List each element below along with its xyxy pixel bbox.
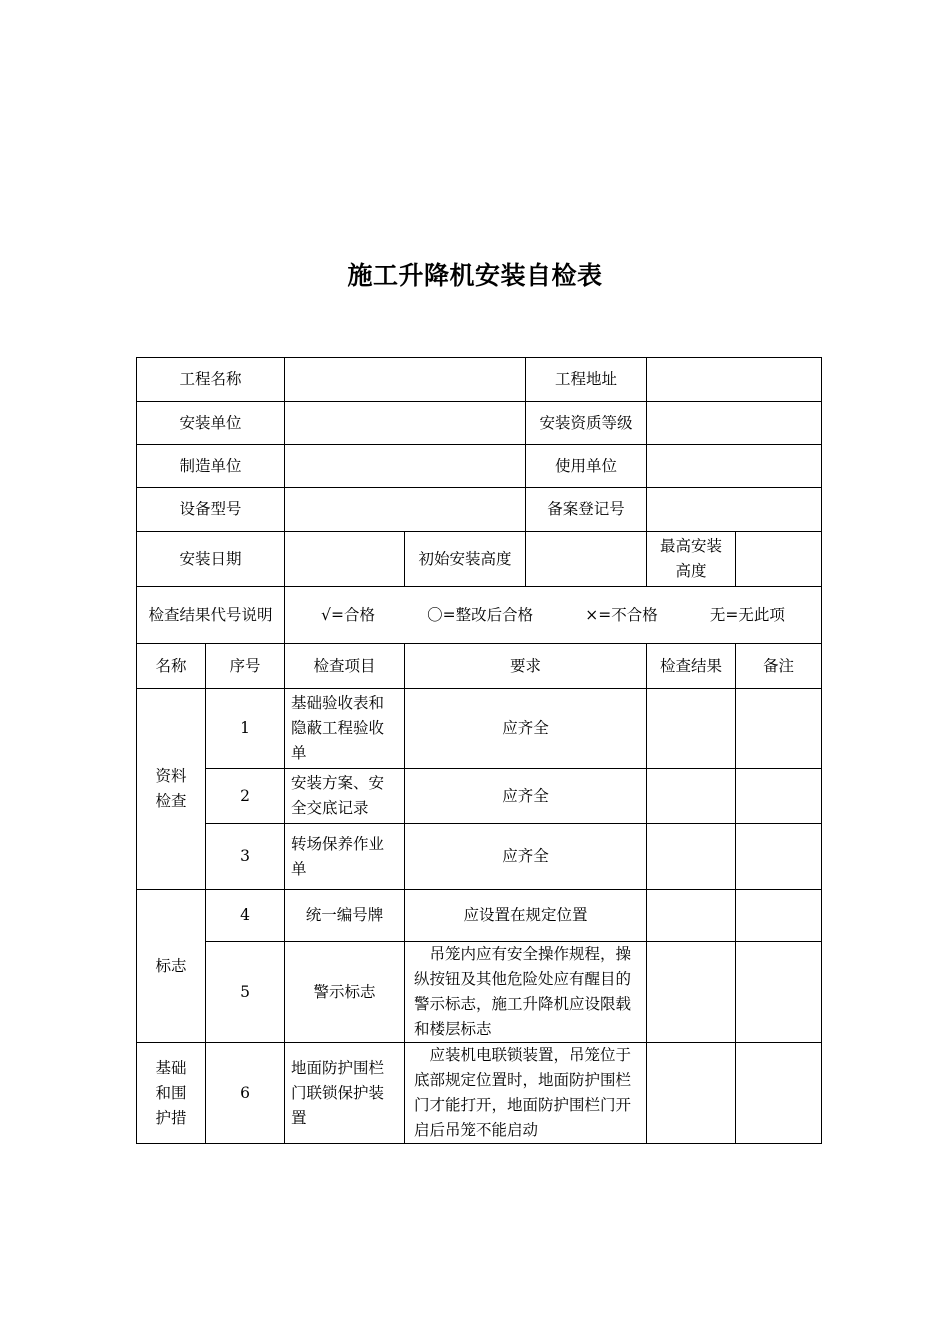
column-header: 检查结果 (647, 644, 736, 689)
group-name: 标志 (137, 890, 206, 1043)
field-label: 使用单位 (526, 445, 647, 488)
field-label: 工程名称 (137, 358, 285, 402)
field-label: 设备型号 (137, 488, 285, 532)
qualification-level-field[interactable] (647, 402, 822, 445)
legend-label: 检查结果代号说明 (137, 587, 285, 644)
requirement: 应装机电联锁装置，吊笼位于底部规定位置时，地面防护围栏门才能打开，地面防护围栏门开启后吊笼不能启动 (405, 1043, 647, 1144)
check-item: 基础验收表和隐蔽工程验收单 (285, 689, 405, 769)
item-number: 1 (206, 689, 285, 769)
note-cell[interactable] (736, 824, 822, 890)
note-cell[interactable] (736, 1043, 822, 1144)
field-label: 工程地址 (526, 358, 647, 402)
item-number: 5 (206, 942, 285, 1043)
requirement: 应设置在规定位置 (405, 890, 647, 942)
field-label: 安装资质等级 (526, 402, 647, 445)
table-row (137, 1043, 822, 1144)
item-number: 6 (206, 1043, 285, 1144)
installer-field[interactable] (285, 402, 526, 445)
project-name-field[interactable] (285, 358, 526, 402)
equipment-model-field[interactable] (285, 488, 526, 532)
item-number: 2 (206, 769, 285, 824)
header-row (137, 402, 822, 445)
result-cell[interactable] (647, 942, 736, 1043)
result-cell[interactable] (647, 1043, 736, 1144)
field-label: 安装日期 (137, 532, 285, 587)
note-cell[interactable] (736, 769, 822, 824)
column-header-row (137, 644, 822, 689)
check-item: 地面防护围栏门联锁保护装置 (285, 1043, 405, 1144)
manufacturer-field[interactable] (285, 445, 526, 488)
requirement: 应齐全 (405, 769, 647, 824)
header-row (137, 358, 822, 402)
column-header: 名称 (137, 644, 206, 689)
result-cell[interactable] (647, 824, 736, 890)
requirement: 应齐全 (405, 824, 647, 890)
legend-na: 无=无此项 (709, 605, 785, 624)
result-cell[interactable] (647, 689, 736, 769)
legend-fail: ×=不合格 (585, 605, 658, 624)
column-header: 检查项目 (285, 644, 405, 689)
result-cell[interactable] (647, 890, 736, 942)
column-header: 备注 (736, 644, 822, 689)
item-number: 4 (206, 890, 285, 942)
initial-height-field[interactable] (526, 532, 647, 587)
table-row (137, 942, 822, 1043)
project-address-field[interactable] (647, 358, 822, 402)
check-item: 安装方案、安全交底记录 (285, 769, 405, 824)
field-label: 初始安装高度 (405, 532, 526, 587)
note-cell[interactable] (736, 890, 822, 942)
header-row (137, 445, 822, 488)
group-name: 基础和围护措 (137, 1043, 206, 1144)
check-item: 警示标志 (285, 942, 405, 1043)
table-row (137, 824, 822, 890)
table-row (137, 689, 822, 769)
item-number: 3 (206, 824, 285, 890)
field-label: 最高安装高度 (647, 532, 736, 587)
note-cell[interactable] (736, 942, 822, 1043)
inspection-form-table (136, 357, 822, 1144)
table-row (137, 769, 822, 824)
page-title: 施工升降机安装自检表 (347, 261, 603, 290)
requirement: 应齐全 (405, 689, 647, 769)
table-row (137, 890, 822, 942)
result-cell[interactable] (647, 769, 736, 824)
install-row (137, 532, 822, 587)
header-row (137, 488, 822, 532)
legend-rectified: 〇=整改后合格 (427, 605, 534, 624)
field-label: 安装单位 (137, 402, 285, 445)
requirement: 吊笼内应有安全操作规程，操纵按钮及其他危险处应有醒目的警示标志，施工升降机应设限载和楼层标志 (405, 942, 647, 1043)
column-header: 要求 (405, 644, 647, 689)
legend-row (137, 587, 822, 644)
field-label: 制造单位 (137, 445, 285, 488)
group-name: 资料检查 (137, 689, 206, 890)
check-item: 转场保养作业单 (285, 824, 405, 890)
legend-cell (285, 587, 822, 644)
max-height-field[interactable] (736, 532, 822, 587)
note-cell[interactable] (736, 689, 822, 769)
registration-number-field[interactable] (647, 488, 822, 532)
column-header: 序号 (206, 644, 285, 689)
field-label: 备案登记号 (526, 488, 647, 532)
legend-pass: √=合格 (321, 605, 375, 624)
check-item: 统一编号牌 (285, 890, 405, 942)
user-unit-field[interactable] (647, 445, 822, 488)
install-date-field[interactable] (285, 532, 405, 587)
